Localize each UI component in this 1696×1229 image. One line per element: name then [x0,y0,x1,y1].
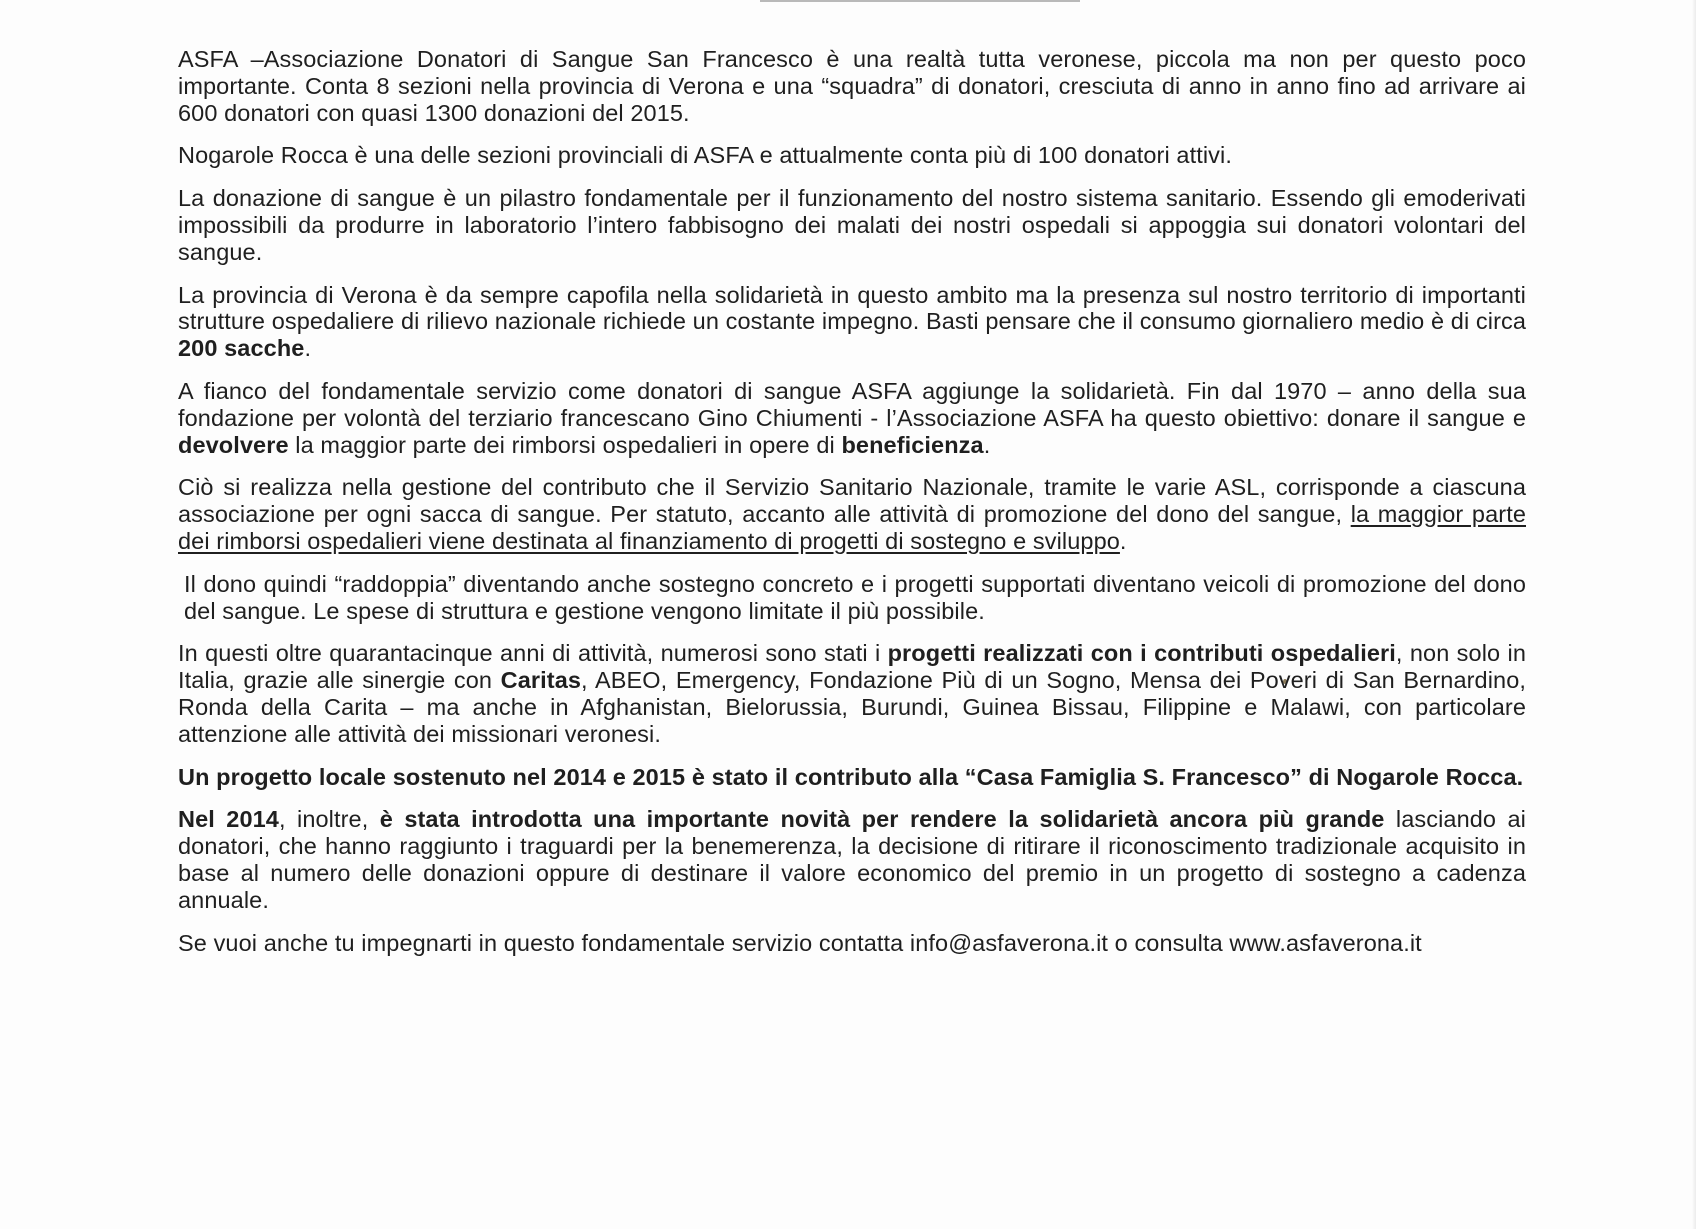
bold-text: Caritas [500,667,582,694]
underlined-text: la maggior parte dei rimborsi ospedalieri viene destinata al finanziamento di progetti di sostegno e sviluppo [178,501,1526,554]
paragraph-contact [178,930,1526,957]
paragraph-text: La donazione di sangue è un pilastro fondamentale per il funzionamento del nostro sistema sanitario. Essendo gli emoderivati impossibili da produrre in laboratorio l’intero fabbisogno dei malati dei nostri ospedali si appoggia sui donatori volontari del sangue. [178,185,1526,265]
paragraph-local-project [178,764,1526,791]
paragraph-contribution-management [178,474,1526,554]
paragraph-nogarole-section [178,142,1526,169]
paragraph-text: Il dono quindi “raddoppia” diventando anche sostegno concreto e i progetti supportati diventano veicoli di promozione del dono del sangue. Le spese di struttura e gestione vengono limitate il più possibile. [184,570,1526,624]
paragraph-text: la maggior parte dei rimborsi ospedalieri in opere di [288,431,842,458]
paragraph-text: A fianco del fondamentale servizio come donatori di sangue ASFA aggiunge la solidarietà. Fin dal 1970 – anno della sua fondazione per volontà del terziario francescano Gino Chiumenti - l’Associazione ASFA ha questo obiettivo: donare il sangue e [178,377,1526,431]
paragraph-projects [178,640,1526,747]
paragraph-text: , non solo in Italia, grazie alle sinergie con [178,640,1527,694]
paragraph-text: , inoltre, [278,806,380,833]
scan-artifact-line [760,0,1080,2]
paragraph-text: , ABEO, Emergency, Fondazione Più di un Sogno, Mensa dei Poveri di San Bernardino, Ronda della Carita – ma anche in Afghanistan, Bielorussia, Burundi, Guinea Bissau, Filippine e Malawi, con particolare attenzione alle attività dei missionari veronesi. [178,667,1526,747]
paragraph-text: . [983,431,991,458]
paragraph-gift-doubles [178,571,1526,625]
bold-text: è stata introdotta una importante novità per rendere la solidarietà ancora più grande [379,806,1385,833]
paragraph-verona-province [178,282,1526,362]
paragraph-intro [178,46,1526,126]
bold-text: Nel 2014 [178,806,279,833]
paragraph-donation-pillar [178,185,1526,265]
bold-text: Un progetto locale sostenuto nel 2014 e 2015 è stato il contributo alla “Casa Famiglia S. Francesco” di Nogarole Rocca. [178,763,1524,790]
bold-text: beneficienza [841,431,984,458]
paragraph-text: Nogarole Rocca è una delle sezioni provinciali di ASFA e attualmente conta più di 100 donatori attivi. [178,142,1232,169]
paragraph-text: lasciando ai donatori, che hanno raggiunto i traguardi per la benemerenza, la decisione di ritirare il riconoscimento tradizionale acquisito in base al numero delle donazioni oppure di destinare il valore economico del premio in un progetto di sostegno a cadenza annuale. [178,806,1526,913]
bold-text: devolvere [178,431,289,458]
paragraph-2014-novelty [178,806,1526,913]
bold-text: progetti realizzati con i contributi ospedalieri [887,640,1396,667]
paragraph-text: Ciò si realizza nella gestione del contributo che il Servizio Sanitario Nazionale, tramite le varie ASL, corrisponde a ciascuna associazione per ogni sacca di sangue. Per statuto, accanto alle attività di promozione del dono del sangue, [178,474,1526,528]
paragraph-text: La provincia di Verona è da sempre capofila nella solidarietà in questo ambito ma la presenza sul nostro territorio di importanti strutture ospedaliere di rilievo nazionale richiede un costante impegno. Basti pensare che il consumo giornaliero medio è di circa [178,281,1527,335]
paragraph-text: Se vuoi anche tu impegnarti in questo fondamentale servizio contatta info@asfaverona.it o consulta www.asfaverona.it [178,929,1422,956]
paragraph-text: ASFA –Associazione Donatori di Sangue San Francesco è una realtà tutta veronese, piccola ma non per questo poco importante. Conta 8 sezioni nella provincia di Verona e una “squadra” di donatori, cresciuta di anno in anno fino ad arrivare ai 600 donatori con quasi 1300 donazioni del 2015. [178,46,1526,126]
document-body [178,46,1526,972]
paragraph-text: In questi oltre quarantacinque anni di attività, numerosi sono stati i [178,640,888,667]
paragraph-text: . [304,335,312,362]
scan-edge-shadow [1692,0,1696,1229]
bold-text: 200 sacche [178,335,305,362]
paragraph-text: . [1119,527,1127,554]
paragraph-solidarity [178,378,1526,458]
